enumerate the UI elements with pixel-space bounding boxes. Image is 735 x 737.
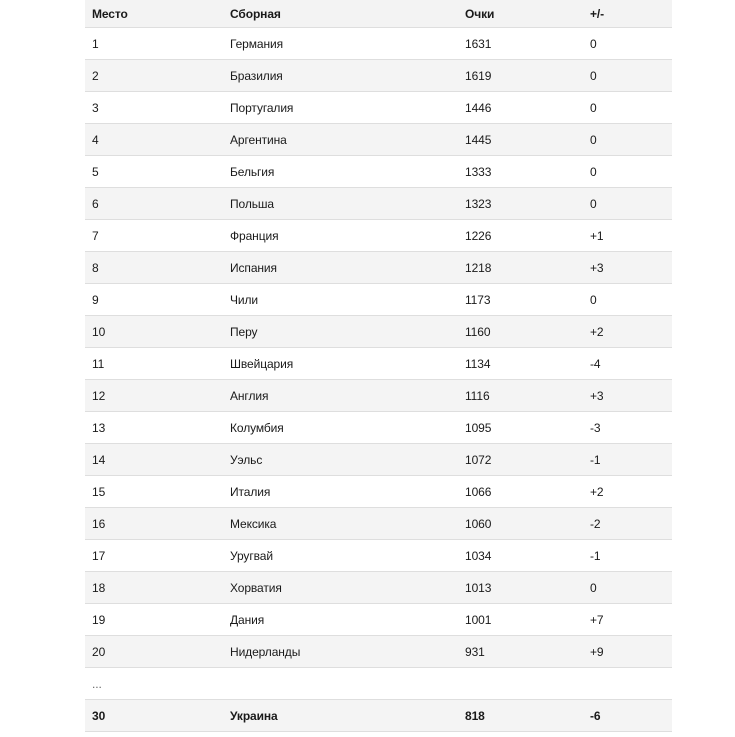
table-row	[85, 604, 672, 636]
row-place: 6	[92, 196, 99, 211]
row-team: Чили	[230, 292, 259, 307]
row-team: Уэльс	[230, 452, 263, 467]
fifa-ranking-table	[85, 0, 672, 732]
highlight-row-ukraine	[85, 700, 672, 732]
row-team: Колумбия	[230, 420, 284, 435]
table-row	[85, 92, 672, 124]
row-diff: -6	[590, 708, 601, 723]
row-diff: +2	[590, 324, 604, 339]
table-row	[85, 572, 672, 604]
row-diff: +3	[590, 260, 604, 275]
table-row	[85, 316, 672, 348]
row-diff: 0	[590, 132, 597, 147]
header-team: Сборная	[230, 6, 281, 21]
row-team: Хорватия	[230, 580, 282, 595]
row-diff: 0	[590, 36, 597, 51]
ellipsis-row	[85, 668, 672, 700]
row-points: 1060	[465, 516, 492, 531]
row-team: Италия	[230, 484, 271, 499]
header-diff: +/-	[590, 6, 605, 21]
row-diff: -2	[590, 516, 601, 531]
row-place: 11	[92, 356, 105, 371]
row-diff: 0	[590, 100, 597, 115]
row-place: 10	[92, 324, 106, 339]
row-points: 1173	[465, 292, 491, 307]
row-team: Перу	[230, 324, 258, 339]
row-team: Англия	[230, 388, 269, 403]
row-place: 12	[92, 388, 106, 403]
row-diff: 0	[590, 292, 597, 307]
row-points: 1619	[465, 68, 492, 83]
row-place: 13	[92, 420, 106, 435]
row-place: 19	[92, 612, 106, 627]
table-row	[85, 60, 672, 92]
row-diff: +1	[590, 228, 604, 243]
row-diff: 0	[590, 164, 597, 179]
row-points: 1001	[465, 612, 492, 627]
row-diff: +3	[590, 388, 604, 403]
row-place: 9	[92, 292, 99, 307]
table-row	[85, 444, 672, 476]
row-diff: +9	[590, 644, 604, 659]
table-row	[85, 380, 672, 412]
row-points: 1116	[465, 388, 490, 403]
row-place: 15	[92, 484, 106, 499]
header-place: Место	[92, 6, 128, 21]
row-team: Аргентина	[230, 132, 287, 147]
row-team: Польша	[230, 196, 274, 211]
table-row	[85, 636, 672, 668]
row-team: Нидерланды	[230, 644, 301, 659]
table-row	[85, 252, 672, 284]
row-diff: -1	[590, 452, 601, 467]
row-points: 931	[465, 644, 485, 659]
row-points: 1095	[465, 420, 492, 435]
row-points: 1333	[465, 164, 492, 179]
table-header-row	[85, 0, 672, 28]
row-points: 1134	[465, 356, 491, 371]
table-row	[85, 28, 672, 60]
table-body	[85, 28, 672, 732]
row-team: Уругвай	[230, 548, 273, 563]
row-place: 7	[92, 228, 99, 243]
row-diff: -4	[590, 356, 601, 371]
row-diff: -1	[590, 548, 601, 563]
table-row	[85, 124, 672, 156]
row-diff: 0	[590, 196, 597, 211]
table-row	[85, 188, 672, 220]
row-place: 5	[92, 164, 99, 179]
row-diff: -3	[590, 420, 601, 435]
table-row	[85, 412, 672, 444]
row-diff: +7	[590, 612, 604, 627]
row-place: 30	[92, 708, 106, 723]
ellipsis-text: ...	[92, 676, 102, 691]
row-team: Украина	[230, 708, 278, 723]
row-team: Португалия	[230, 100, 294, 115]
row-place: 2	[92, 68, 99, 83]
row-points: 1034	[465, 548, 492, 563]
table-row	[85, 284, 672, 316]
row-place: 1	[92, 36, 99, 51]
row-points: 1072	[465, 452, 492, 467]
header-points: Очки	[465, 6, 495, 21]
row-place: 20	[92, 644, 106, 659]
row-place: 8	[92, 260, 99, 275]
row-points: 1226	[465, 228, 492, 243]
table-row	[85, 508, 672, 540]
row-place: 4	[92, 132, 99, 147]
row-place: 3	[92, 100, 99, 115]
row-team: Германия	[230, 36, 283, 51]
row-points: 1218	[465, 260, 492, 275]
row-place: 14	[92, 452, 106, 467]
row-place: 18	[92, 580, 106, 595]
row-team: Франция	[230, 228, 279, 243]
row-team: Дания	[230, 612, 265, 627]
row-team: Швейцария	[230, 356, 294, 371]
row-points: 1631	[465, 36, 492, 51]
row-diff: +2	[590, 484, 604, 499]
row-points: 1066	[465, 484, 492, 499]
row-place: 16	[92, 516, 106, 531]
table-row	[85, 156, 672, 188]
row-diff: 0	[590, 68, 597, 83]
row-points: 1323	[465, 196, 492, 211]
row-team: Мексика	[230, 516, 277, 531]
row-team: Испания	[230, 260, 277, 275]
row-team: Бразилия	[230, 68, 283, 83]
row-points: 1446	[465, 100, 492, 115]
row-place: 17	[92, 548, 106, 563]
row-points: 1160	[465, 324, 491, 339]
table-row	[85, 220, 672, 252]
table-row	[85, 540, 672, 572]
row-points: 1445	[465, 132, 492, 147]
row-diff: 0	[590, 580, 597, 595]
row-points: 818	[465, 708, 485, 723]
table-row	[85, 348, 672, 380]
row-points: 1013	[465, 580, 492, 595]
table-row	[85, 476, 672, 508]
row-team: Бельгия	[230, 164, 275, 179]
